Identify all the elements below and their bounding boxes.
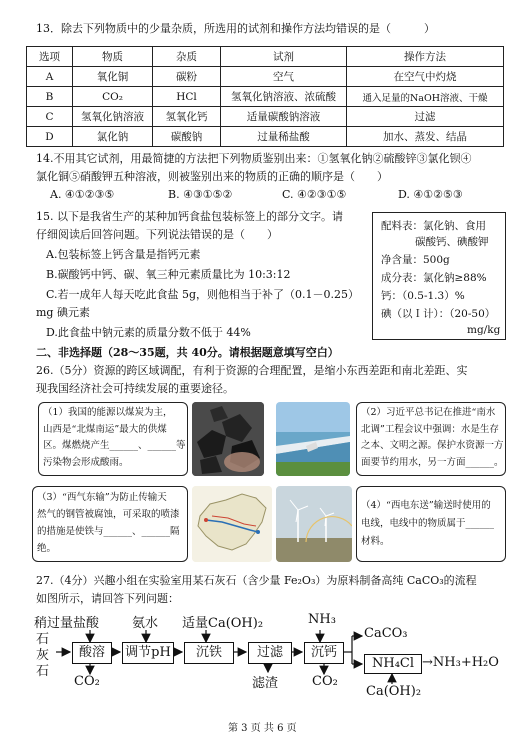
label-ingredients-cont: 碳酸钙、碘酸钾 <box>415 236 489 248</box>
box2-line: 之本、文明之源。保护水资源一方 <box>361 440 504 451</box>
table-cell: 通入足量的NaOH溶液、干燥 <box>347 87 504 107</box>
box2-line: 面要节约用水，另一方面______。 <box>361 456 504 468</box>
reagent-co2: CO₂ <box>312 674 338 689</box>
q15-option-c-cont: mg 碘元素 <box>36 306 90 319</box>
table-cell: CO₂ <box>73 87 153 107</box>
box3-line: 绝。 <box>37 543 57 554</box>
table-cell: 空气 <box>221 67 347 87</box>
box3-line: 的措施是使铁与______、______隔 <box>37 526 180 537</box>
table-header: 试剂 <box>221 47 347 67</box>
step-precipitate-iron: 沉铁 <box>184 642 234 664</box>
table-header: 选项 <box>27 47 73 67</box>
box2-line: （2）习近平总书记在推进“南水 <box>361 407 496 418</box>
label-iodine: 碘（以Ｉ计）：（20-50） <box>381 308 496 320</box>
table-cell: 碳酸钠 <box>153 127 221 147</box>
box1-line: 山西是“北煤南运”最大的供煤 <box>43 423 167 435</box>
table-cell: A <box>27 67 73 87</box>
reagent-hcl: 稍过量盐酸 <box>34 616 100 631</box>
q14-line1: 14.不用其它试剂，用最简捷的方法把下列物质鉴别出来：①氢氧化钠②硫酸锌③氯化钡④ <box>36 152 472 165</box>
table-cell: 适量碳酸钠溶液 <box>221 107 347 127</box>
table-header: 杂质 <box>153 47 221 67</box>
table-cell: 加水、蒸发、结晶 <box>347 127 504 147</box>
product-caco3: CaCO₃ <box>364 626 408 641</box>
box1-line: 污染物会形成酸雨。 <box>43 456 129 468</box>
q15-line1: 15. 以下是我省生产的某种加钙食盐包装标签上的部分文字。请 <box>36 210 343 223</box>
box1-line: （1）我国的能源以煤炭为主， <box>43 407 173 418</box>
q15-option-b: B.碳酸钙中钙、碳、氧三种元素质量比为 10:3:12 <box>46 268 291 281</box>
table-header: 操作方法 <box>347 47 504 67</box>
label-net-weight: 净含量：500g <box>381 254 450 266</box>
section-heading: 二、非选择题（28～35题，共 40分。请根据题意填写空白） <box>36 346 339 359</box>
table-header: 物质 <box>73 47 153 67</box>
label-iodine-unit: mg/kg <box>467 324 501 336</box>
product-nh3-h2o: →NH₃+H₂O <box>422 655 499 670</box>
q14-option-c: C. ④②③①⑤ <box>282 188 347 201</box>
q13-stem: 13．除去下列物质中的少量杂质，所选用的试剂和操作方法均错误的是（ ） <box>36 22 435 35</box>
step-adjust-ph: 调节pH <box>122 642 174 664</box>
q27-line1: 27.（4分）兴趣小组在实验室用某石灰石（含少量 Fe₂O₃）为原料制备高纯 CaCO₃的流程 <box>36 574 477 587</box>
box2-line: 北调”工程会议中强调：水是生存 <box>361 423 499 435</box>
step-filter: 过滤 <box>248 642 292 664</box>
page-footer: 第 3 页 共 6 页 <box>228 723 297 734</box>
product-nh4cl: NH₄Cl <box>364 654 422 674</box>
table-cell: HCl <box>153 87 221 107</box>
table-cell: C <box>27 107 73 127</box>
table-cell: 在空气中灼烧 <box>347 67 504 87</box>
box4-line: （4）“西电东送”输送时使用的 <box>361 500 491 511</box>
step-precipitate-calcium: 沉钙 <box>304 642 344 664</box>
box4-line: 电线，电线中的物质属于______ <box>361 518 495 529</box>
byproduct-co2: CO₂ <box>74 674 100 689</box>
q26-line2: 现我国经济社会可持续发展的重要途径。 <box>36 382 234 395</box>
label-calcium: 钙：（0.5-1.3）% <box>381 290 465 302</box>
raw-material-char: 石 <box>36 664 50 679</box>
table-cell: B <box>27 87 73 107</box>
label-composition: 成分表：氯化钠≥88% <box>381 272 487 284</box>
q26-line1: 26.（5分）资源的跨区域调配，有利于资源的合理配置，是缩小东西差距和南北差距、实 <box>36 364 468 377</box>
table-cell: 氢氧化钠溶液、浓硫酸 <box>221 87 347 107</box>
table-cell: D <box>27 127 73 147</box>
box4-line: 材料。 <box>361 536 390 547</box>
box3-line: （3）“西气东输”为防止传输天 <box>37 492 167 503</box>
box3-line: 然气的钢管被腐蚀，可采取的喷漆 <box>37 509 180 520</box>
q15-option-c: C.若一成年人每天吃此食盐 5g，则他相当于补了（0.1－0.25） <box>46 288 360 301</box>
byproduct-residue: 滤渣 <box>252 676 279 691</box>
table-cell: 氧化铜 <box>73 67 153 87</box>
table-cell: 氯化钠 <box>73 127 153 147</box>
table-cell: 氢氧化钠溶液 <box>73 107 153 127</box>
table-cell: 过滤 <box>347 107 504 127</box>
table-cell: 过量稀盐酸 <box>221 127 347 147</box>
reagent-nh3: NH₃ <box>308 612 336 627</box>
q14-option-b: B. ④③①⑤② <box>168 188 233 201</box>
reagent-caoh2-recycle: Ca(OH)₂ <box>366 684 422 699</box>
q15-option-a: A.包装标签上钙含量是指钙元素 <box>46 248 201 261</box>
q27-line2: 如图所示，请回答下列问题： <box>36 592 179 605</box>
q15-option-d: D.此食盐中钠元素的质量分数不低于 44% <box>46 326 251 339</box>
table-cell: 碳粉 <box>153 67 221 87</box>
step-acid-dissolve: 酸溶 <box>72 642 112 664</box>
box1-line: 区。煤燃烧产生______、______等 <box>43 440 186 451</box>
q15-line2: 仔细阅读后回答问题。下列说法错误的是（ ） <box>36 228 278 241</box>
raw-material-char: 灰 <box>36 648 50 663</box>
reagent-ammonia: 氨水 <box>132 616 159 631</box>
table-cell: 氢氧化钙 <box>153 107 221 127</box>
q14-option-d: D. ④①②⑤③ <box>398 188 463 201</box>
q14-line2: 氯化铜⑤硝酸钾五种溶液，则被鉴别出来的物质的正确的顺序是（ ） <box>36 170 388 183</box>
label-ingredients: 配料表：氯化钠、食用 <box>381 220 486 232</box>
raw-material-char: 石 <box>36 632 50 647</box>
reagent-caoh2: 适量Ca(OH)₂ <box>182 616 264 631</box>
q14-option-a: A. ④①②③⑤ <box>50 188 115 201</box>
